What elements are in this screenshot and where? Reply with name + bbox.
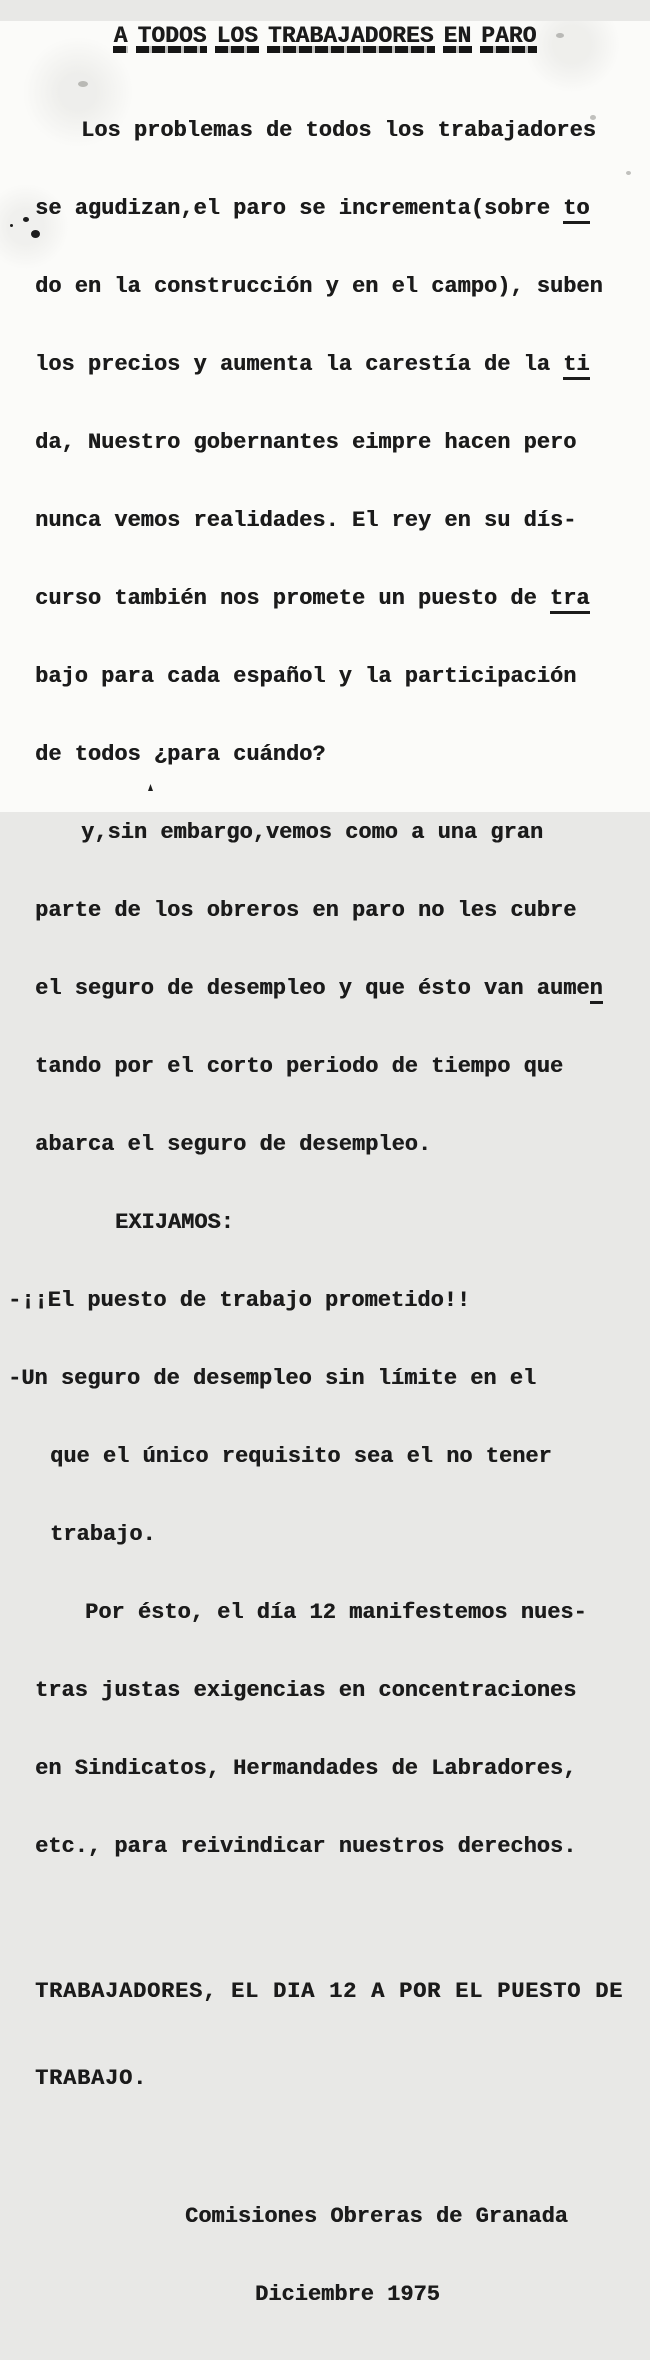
line-text: bajo para cada español y la participación: [35, 664, 577, 689]
line-text: trabajo.: [50, 1522, 156, 1547]
document-body: [8, 66, 650, 1912]
text-line: [35, 898, 650, 924]
line-text: TRABAJO.: [35, 2066, 148, 2091]
text-line-exijamos: [35, 1210, 650, 1236]
line-text: curso también nos promete un puesto de: [35, 586, 550, 611]
line-text: abarca el seguro de desempleo.: [35, 1132, 432, 1157]
ink-speck: [556, 33, 564, 38]
ink-speck: [590, 115, 596, 120]
ink-speck: [78, 81, 88, 87]
signature-organization: [35, 2204, 650, 2230]
text-line: [35, 1444, 650, 1470]
line-text: TRABAJADORES, EL DIA 12 A POR EL PUESTO DE: [35, 1979, 624, 2004]
signature-date: [35, 2282, 650, 2308]
title-word: EN: [443, 21, 473, 53]
text-line: [35, 118, 650, 144]
line-text: se agudizan,el paro se incrementa(sobre: [35, 196, 564, 221]
text-line: [35, 586, 650, 612]
hyphen-continuation: to: [563, 196, 589, 224]
text-line: [35, 664, 650, 690]
scanned-flyer-page: [0, 21, 650, 2307]
title-word: A: [113, 21, 129, 53]
line-text: parte de los obreros en paro no les cubre: [35, 898, 577, 923]
text-line: [35, 1834, 650, 1860]
text-line: [35, 1132, 650, 1158]
ink-speck: [10, 224, 13, 227]
text-line: [35, 742, 650, 768]
line-text: nunca vemos realidades. El rey en su dís-: [35, 508, 577, 533]
text-line: [35, 1756, 650, 1782]
demand-item: [8, 1366, 650, 1392]
text-line: [35, 976, 650, 1002]
hyphen-continuation: tra: [550, 586, 590, 614]
slogan-line: [35, 2064, 650, 2093]
line-text: da, Nuestro gobernantes eimpre hacen pero: [35, 430, 577, 455]
line-text: etc., para reivindicar nuestros derechos.: [35, 1834, 577, 1859]
hyphen-continuation: ti: [563, 352, 589, 380]
line-text: Los problemas de todos los trabajadores: [81, 118, 596, 143]
ink-speck: [31, 230, 40, 238]
demand-item: [8, 1288, 650, 1314]
line-text: -Un seguro de desempleo sin límite en el: [8, 1366, 537, 1391]
line-text: los precios y aumenta la carestía de la: [35, 352, 564, 377]
text-line: [35, 1600, 650, 1626]
line-text: EXIJAMOS:: [115, 1210, 234, 1235]
line-text: Por ésto, el día 12 manifestemos nues-: [85, 1600, 587, 1625]
slogan-line: [35, 1977, 650, 2006]
line-text: y,sin embargo,vemos como a una gran: [81, 820, 544, 845]
line-text: de todos ¿para cuándo?: [35, 742, 326, 767]
line-text: -¡¡El puesto de trabajo prometido!!: [8, 1288, 471, 1313]
document-title: [0, 21, 650, 53]
signature-block: [35, 2152, 650, 2360]
slogan: [35, 1919, 650, 2151]
title-word: LOS: [215, 21, 258, 53]
text-line: [35, 1054, 650, 1080]
line-text: en Sindicatos, Hermandades de Labradores,: [35, 1756, 577, 1781]
line-text: que el único requisito sea el no tener: [50, 1444, 552, 1469]
line-text: Diciembre 1975: [255, 2282, 440, 2307]
ink-speck: [626, 171, 631, 175]
line-text: el seguro de desempleo y que ésto van aume: [35, 976, 590, 1001]
title-word: PARO: [480, 21, 537, 53]
line-text: do en la construcción y en el campo), suben: [35, 274, 603, 299]
text-line: [35, 820, 650, 846]
text-line: [35, 274, 650, 300]
title-word: TODOS: [136, 21, 207, 53]
text-line: [35, 430, 650, 456]
text-line: [35, 1678, 650, 1704]
title-word: TRABAJADORES: [267, 21, 435, 53]
text-line: [35, 508, 650, 534]
text-line: [35, 352, 650, 378]
text-line: [35, 1522, 650, 1548]
hyphen-continuation: n: [590, 976, 603, 1004]
line-text: tras justas exigencias en concentraciones: [35, 1678, 577, 1703]
line-text: tando por el corto periodo de tiempo que: [35, 1054, 564, 1079]
ink-speck: [23, 217, 29, 222]
line-text: Comisiones Obreras de Granada: [185, 2204, 568, 2229]
text-line: [35, 196, 650, 222]
